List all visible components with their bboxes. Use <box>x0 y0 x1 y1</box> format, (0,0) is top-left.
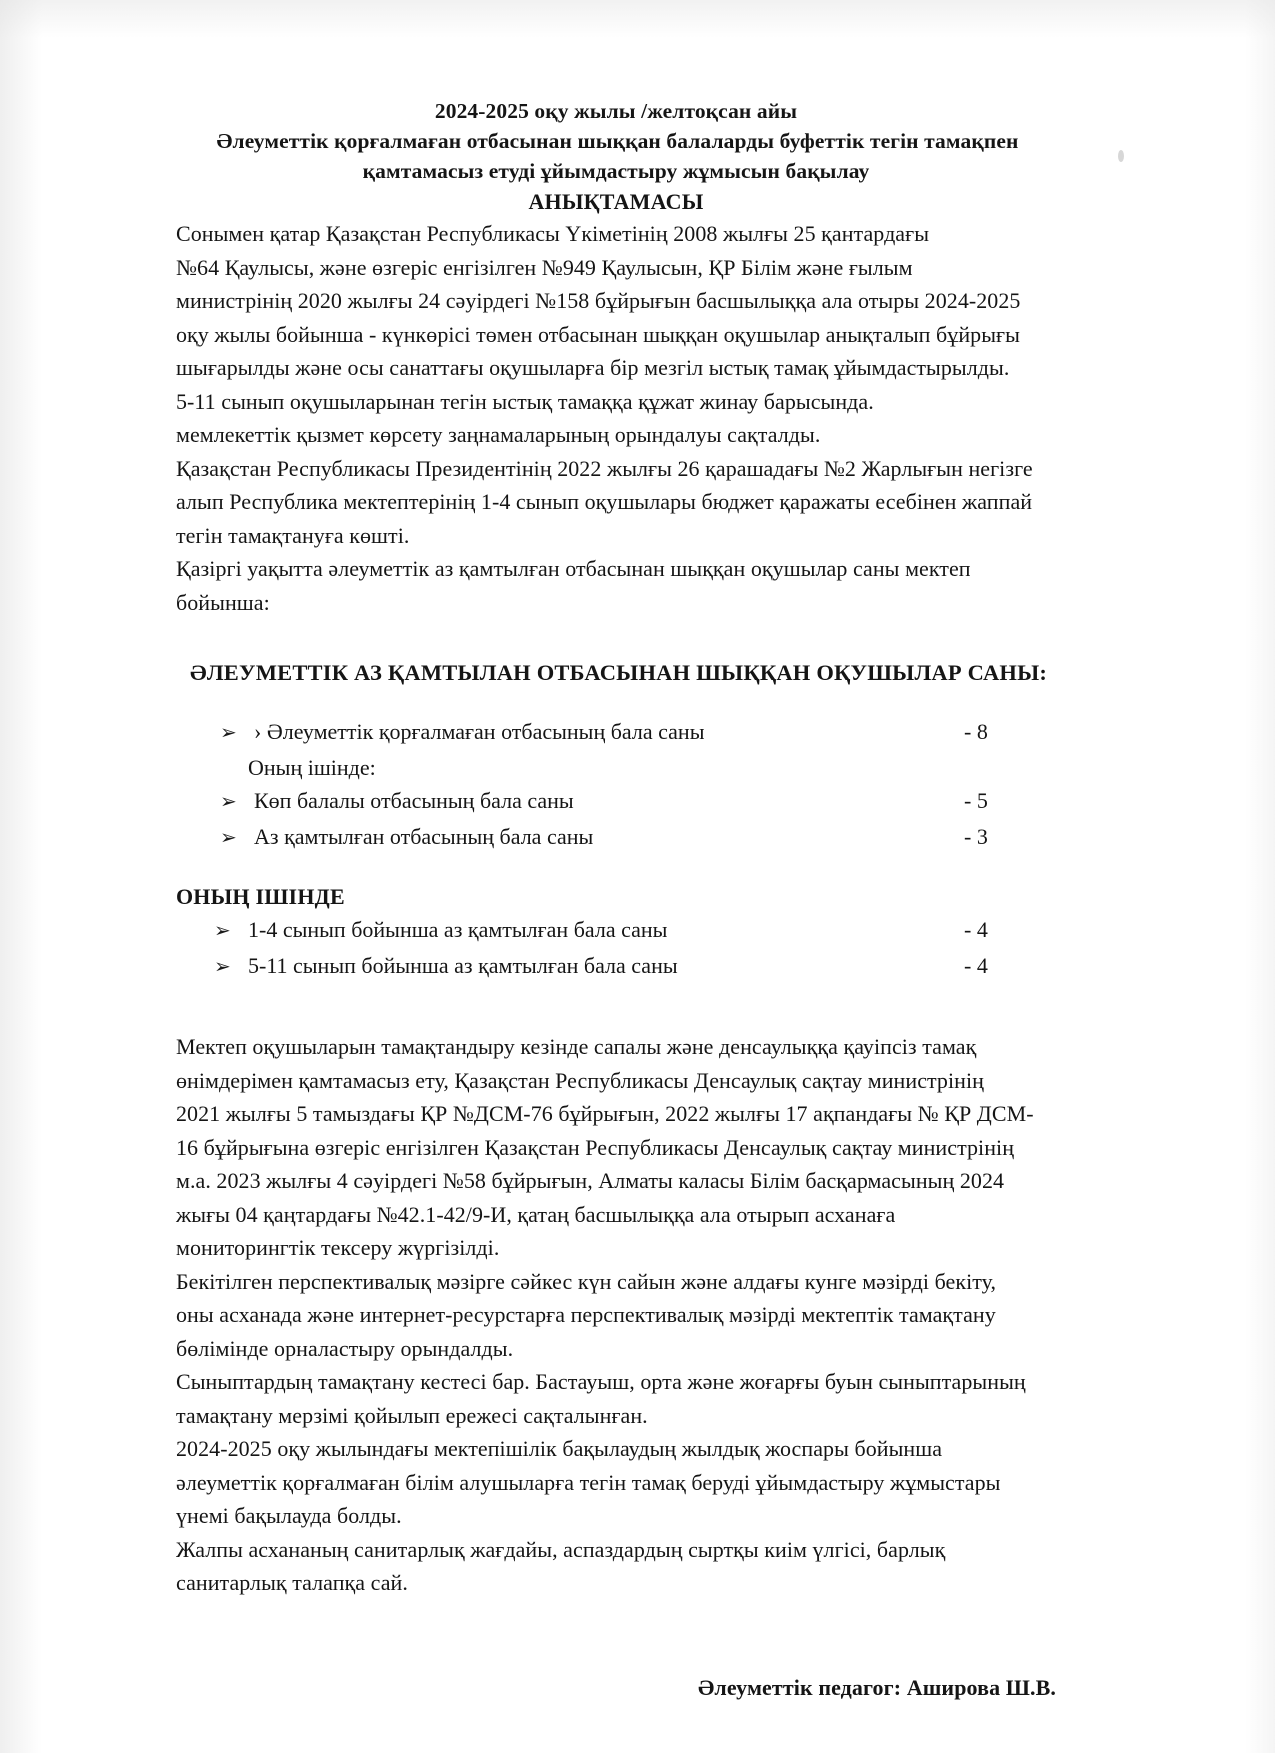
paragraph-line: санитарлық талапқа сай. <box>176 1570 408 1595</box>
paragraph-line: тамақтану мерзімі қойылып ережесі сақталынған. <box>176 1402 648 1428</box>
arrow-bullet-icon: ➢ <box>220 826 237 849</box>
arrow-bullet-icon: ➢ <box>214 920 231 942</box>
document-header <box>176 96 1056 217</box>
spacer-before-signature <box>176 1600 1056 1646</box>
paragraph-line: бөлімінде орналастыру орындалды. <box>176 1335 514 1361</box>
paragraph-line: №64 Қаулысы, және өзгеріс енгізілген №949 Қаулысын, ҚР Білім және ғылым <box>176 254 913 280</box>
paragraph-line: бойынша: <box>176 589 270 615</box>
breakdown-list <box>176 913 1056 984</box>
spacer-before-body <box>176 984 1056 1030</box>
list-item-value: - 5 <box>964 788 988 813</box>
paragraph-line: тегін тамақтануға көшті. <box>176 522 410 548</box>
paragraph-line: Мектеп оқушыларын тамақтандыру кезінде сапалы және денсаулыққа қауіпсіз тамақ <box>176 1034 977 1059</box>
spacer-before-stats-list <box>176 689 1056 715</box>
list-item-label: › Әлеуметтік қорғалмаған отбасының бала саны <box>254 719 705 744</box>
paragraph-line: министрінің 2020 жылғы 24 сәуірдегі №158 бұйрығын басшылыққа ала отыры 2024-2025 <box>176 288 1021 313</box>
list-item-label: Көп балалы отбасының бала саны <box>254 788 574 813</box>
arrow-bullet-icon: ➢ <box>220 722 237 744</box>
intro-paragraph <box>176 217 1056 619</box>
list-item-value: - 4 <box>964 917 988 942</box>
scan-speck <box>1118 150 1124 162</box>
stats-section-heading: ӘЛЕУМЕТТІК АЗ ҚАМТЫЛАН ОТБАСЫНАН ШЫҚҚАН ОҚУШЫЛАР САНЫ: <box>190 660 1048 685</box>
paragraph-line: мемлекеттік қызмет көрсету заңнамаларының орындалуы сақталды. <box>176 422 821 447</box>
header-document-type: АНЫҚТАМАСЫ <box>528 189 704 214</box>
arrow-bullet-icon: ➢ <box>214 955 231 978</box>
header-school-year-line: 2024-2025 оқу жылы /желтоқсан айы <box>434 99 798 123</box>
paragraph-line: Қазіргі уақытта әлеуметтік аз қамтылған отбасынан шыққан оқушылар саны мектеп <box>176 556 971 581</box>
spacer-after-intro <box>176 619 1056 657</box>
signature-line: Әлеуметтік педагог: Аширова Ш.В. <box>698 1674 1056 1700</box>
body-paragraph <box>176 1030 1056 1600</box>
paragraph-line: алып Республика мектептерінің 1-4 сынып оқушылары бюджет қаражаты есебінен жаппай <box>176 489 1033 514</box>
list-item <box>176 784 1056 820</box>
paragraph-line: мониторингтік тексеру жүргізілді. <box>176 1235 500 1260</box>
list-item-label: 5-11 сынып бойынша аз қамтылған бала саны <box>248 952 678 978</box>
list-item <box>176 949 1056 985</box>
paragraph-line: жығы 04 қаңтардағы №42.1-42/9-И, қатаң басшылыққа ала отырып асханаға <box>176 1201 896 1227</box>
header-subject-line-2: қамтамасыз етуді ұйымдастыру жұмысын бақылау <box>362 159 870 183</box>
list-item <box>176 715 1056 751</box>
paragraph-line: м.а. 2023 жылғы 4 сәуірдегі №58 бұйрығын, Алматы каласы Білім басқармасының 2024 <box>176 1168 1005 1193</box>
list-item <box>176 913 1056 949</box>
paragraph-line: Бекітілген перспективалық мәзірге сәйкес күн сайын және алдағы кунге мәзірді бекіту, <box>176 1268 997 1294</box>
paragraph-line: әлеуметтік қорғалмаған білім алушыларға тегін тамақ беруді ұйымдастыру жұмыстары <box>176 1469 1001 1495</box>
paragraph-line: Жалпы асхананың санитарлық жағдайы, аспаздардың сыртқы киім үлгісі, барлық <box>176 1536 946 1562</box>
stats-list <box>176 715 1056 855</box>
list-item-label: 1-4 сынып бойынша аз қамтылған бала саны <box>248 917 668 942</box>
list-item-value: - 4 <box>964 952 988 978</box>
list-item-label: Аз қамтылған отбасының бала саны <box>254 823 594 849</box>
header-subject-line-1: Әлеуметтік қорғалмаған отбасынан шыққан балаларды буфеттік тегін тамақпен <box>216 129 1019 153</box>
arrow-bullet-icon: ➢ <box>220 791 237 813</box>
paragraph-line: оны асханада және интернет-ресурстарға перспективалық мәзірді мектептік тамақтану <box>176 1302 996 1327</box>
paragraph-line: шығарылды және осы санаттағы оқушыларға бір мезгіл ыстық тамақ ұйымдастырылды. <box>176 355 1010 380</box>
paragraph-line: оқу жылы бойынша - күнкөрісі төмен отбасынан шыққан оқушылар анықталып бұйрығы <box>176 321 1020 347</box>
paragraph-line: 2021 жылғы 5 тамыздағы ҚР №ДСМ-76 бұйрығын, 2022 жылғы 17 ақпандағы № ҚР ДСМ- <box>176 1101 1034 1126</box>
paragraph-line: Сонымен қатар Қазақстан Республикасы Үкіметінің 2008 жылғы 25 қантардағы <box>176 221 930 246</box>
stats-sub-note: Оның ішінде: <box>248 754 376 780</box>
breakdown-section-heading: ОНЫҢ ІШІНДЕ <box>176 884 345 909</box>
paragraph-line: Қазақстан Республикасы Президентінің 2022 жылғы 26 қарашадағы №2 Жарлығын негізге <box>176 455 1033 481</box>
paragraph-line: Сыныптардың тамақтану кестесі бар. Бастауыш, орта және жоғарғы буын сыныптарының <box>176 1369 1026 1394</box>
paragraph-line: өнімдерімен қамтамасыз ету, Қазақстан Республикасы Денсаулық сақтау министрінің <box>176 1067 984 1093</box>
spacer-before-signature-2 <box>176 1646 1056 1672</box>
list-item <box>176 820 1056 856</box>
list-item-value: - 3 <box>964 823 988 849</box>
list-item-value: - 8 <box>964 719 988 744</box>
spacer-before-breakdown <box>176 855 1056 881</box>
list-sub-note-row <box>176 751 1056 785</box>
paragraph-line: үнемі бақылауда болды. <box>176 1503 402 1528</box>
paragraph-line: 2024-2025 оқу жылындағы мектепішілік бақылаудың жылдық жоспары бойынша <box>176 1436 943 1461</box>
paragraph-line: 16 бұйрығына өзгеріс енгізілген Қазақстан Республикасы Денсаулық сақтау министрінің <box>176 1134 1015 1160</box>
document-content <box>176 96 1056 1704</box>
paragraph-line: 5-11 сынып оқушыларынан тегін ыстық тамаққа құжат жинау барысында. <box>176 388 874 414</box>
